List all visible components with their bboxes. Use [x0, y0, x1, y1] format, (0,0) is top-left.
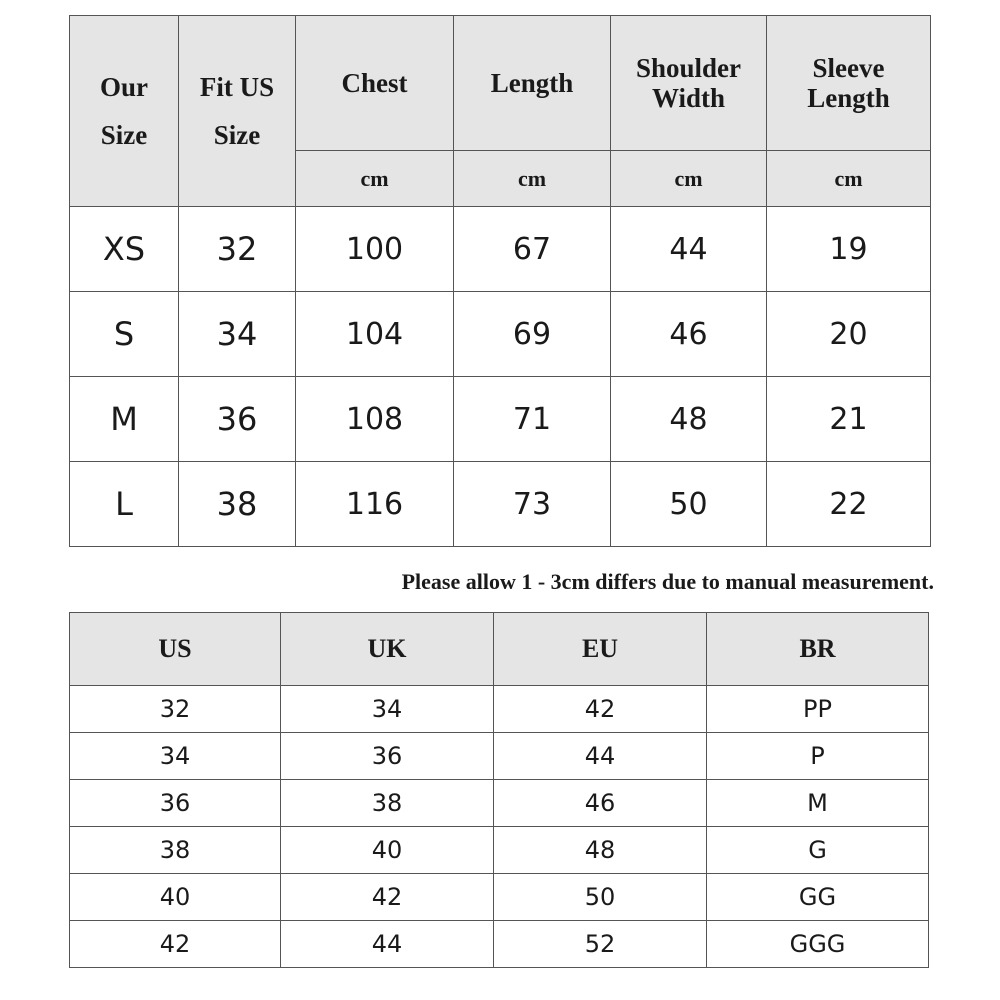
cell-sleeve: 19	[767, 207, 931, 292]
header-length: Length	[454, 16, 611, 151]
cell-eu: 42	[494, 686, 707, 733]
cell-uk: 40	[281, 827, 494, 874]
cell-sleeve: 21	[767, 377, 931, 462]
cell-us: 38	[179, 462, 296, 547]
cell-us: 40	[70, 874, 281, 921]
header-us: US	[70, 613, 281, 686]
cell-shoulder: 50	[611, 462, 767, 547]
header-our-size: Our Size	[70, 16, 179, 207]
cell-size: M	[70, 377, 179, 462]
table-row	[70, 733, 929, 780]
table-row	[70, 827, 929, 874]
header-sleeve-length: Sleeve Length	[767, 16, 931, 151]
header-uk: UK	[281, 613, 494, 686]
unit-chest: cm	[296, 151, 454, 207]
measurement-note: Please allow 1 - 3cm differs due to manual measurement.	[401, 569, 934, 594]
cell-eu: 46	[494, 780, 707, 827]
cell-us: 32	[179, 207, 296, 292]
cell-size: L	[70, 462, 179, 547]
cell-eu: 50	[494, 874, 707, 921]
table-row	[70, 377, 931, 462]
table-row	[70, 462, 931, 547]
cell-br: GG	[707, 874, 929, 921]
cell-uk: 44	[281, 921, 494, 968]
cell-sleeve: 22	[767, 462, 931, 547]
cell-shoulder: 48	[611, 377, 767, 462]
cell-size: S	[70, 292, 179, 377]
cell-us: 34	[179, 292, 296, 377]
cell-uk: 38	[281, 780, 494, 827]
header-fit-us-size: Fit US Size	[179, 16, 296, 207]
cell-us: 38	[70, 827, 281, 874]
cell-length: 67	[454, 207, 611, 292]
cell-us: 32	[70, 686, 281, 733]
table-row	[70, 780, 929, 827]
size-chart-table	[69, 15, 931, 547]
cell-us: 36	[179, 377, 296, 462]
cell-shoulder: 44	[611, 207, 767, 292]
cell-uk: 36	[281, 733, 494, 780]
table-row	[70, 874, 929, 921]
header-eu: EU	[494, 613, 707, 686]
cell-us: 34	[70, 733, 281, 780]
cell-us: 42	[70, 921, 281, 968]
cell-chest: 108	[296, 377, 454, 462]
cell-br: G	[707, 827, 929, 874]
cell-sleeve: 20	[767, 292, 931, 377]
cell-br: PP	[707, 686, 929, 733]
table-row	[70, 921, 929, 968]
size-conversion-table	[69, 612, 929, 968]
cell-length: 73	[454, 462, 611, 547]
cell-eu: 48	[494, 827, 707, 874]
table-row	[70, 292, 931, 377]
cell-shoulder: 46	[611, 292, 767, 377]
table-row	[70, 686, 929, 733]
cell-length: 71	[454, 377, 611, 462]
cell-chest: 100	[296, 207, 454, 292]
table-row	[70, 207, 931, 292]
header-br: BR	[707, 613, 929, 686]
cell-eu: 52	[494, 921, 707, 968]
header-chest: Chest	[296, 16, 454, 151]
cell-chest: 104	[296, 292, 454, 377]
cell-uk: 42	[281, 874, 494, 921]
cell-us: 36	[70, 780, 281, 827]
header-shoulder-width: Shoulder Width	[611, 16, 767, 151]
cell-uk: 34	[281, 686, 494, 733]
cell-length: 69	[454, 292, 611, 377]
cell-br: M	[707, 780, 929, 827]
unit-sleeve-length: cm	[767, 151, 931, 207]
cell-br: GGG	[707, 921, 929, 968]
unit-length: cm	[454, 151, 611, 207]
unit-shoulder-width: cm	[611, 151, 767, 207]
cell-size: XS	[70, 207, 179, 292]
cell-eu: 44	[494, 733, 707, 780]
cell-chest: 116	[296, 462, 454, 547]
cell-br: P	[707, 733, 929, 780]
